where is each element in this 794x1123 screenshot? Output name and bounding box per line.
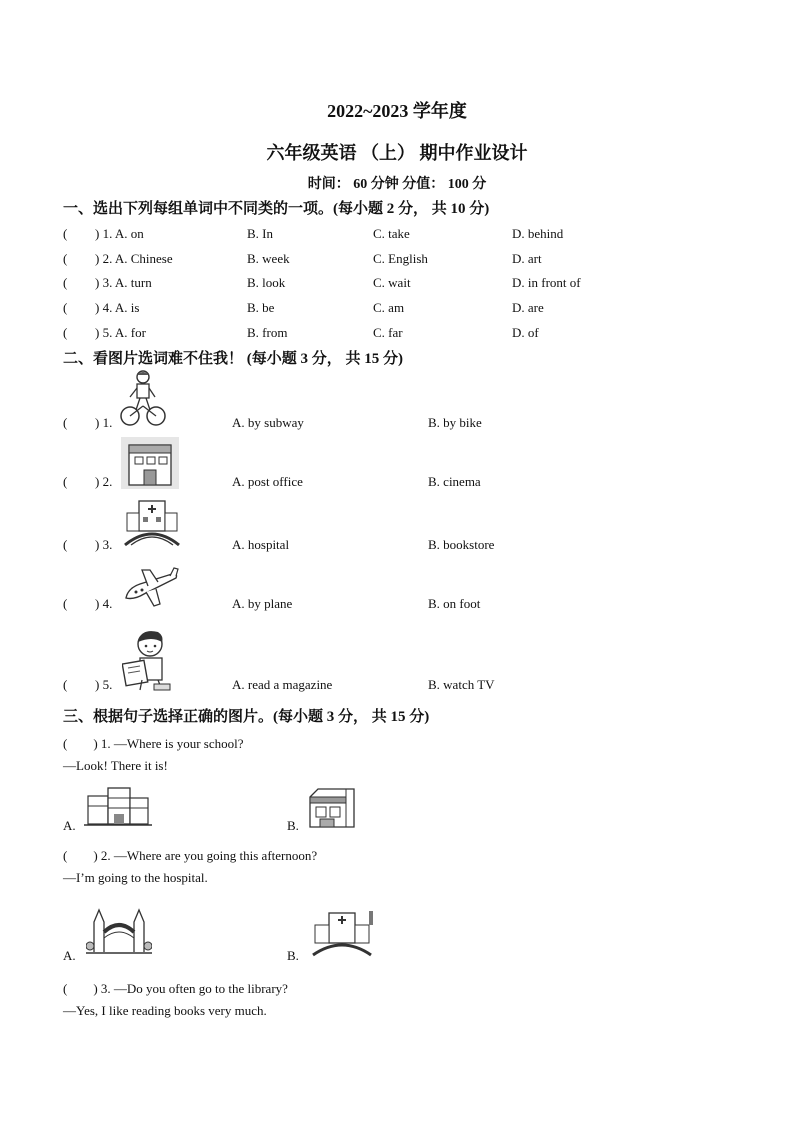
- question-number: ) 4.: [95, 596, 113, 611]
- question-number: ) 1.: [95, 415, 113, 430]
- answer-paren: (: [63, 415, 68, 430]
- question-number: ) 3.: [95, 537, 113, 552]
- answer-paren: (: [63, 251, 68, 266]
- answer-paren: (: [63, 300, 68, 315]
- option-d: D. are: [512, 300, 544, 315]
- option-d: D. of: [512, 325, 539, 340]
- answer-paren: (: [63, 474, 68, 489]
- answer-text: —I’m going to the hospital.: [63, 870, 208, 885]
- choice-a-label: A.: [63, 948, 76, 963]
- option-a: A. post office: [232, 474, 303, 489]
- option-d: D. art: [512, 251, 542, 266]
- choice-b-label: B.: [287, 818, 299, 833]
- question-text: ( ) 2. —Where are you going this afternoon?: [63, 848, 318, 863]
- option-b: B. be: [247, 300, 275, 315]
- option-c: C. wait: [373, 275, 411, 290]
- question-text: ( ) 3. —Do you often go to the library?: [63, 981, 288, 996]
- question-number: ) 5.: [95, 677, 113, 692]
- option-b: B. cinema: [428, 474, 481, 489]
- option-b: B. on foot: [428, 596, 481, 611]
- option-d: D. in front of: [512, 275, 581, 290]
- option-a: ) 4. A. is: [95, 300, 140, 315]
- question-number: ) 2.: [95, 474, 113, 489]
- option-a: A. by subway: [232, 415, 304, 430]
- section3-heading: 三、根据句子选择正确的图片。(每小题 3 分， 共 15 分): [63, 709, 430, 725]
- option-c: C. am: [373, 300, 405, 315]
- option-b: B. by bike: [428, 415, 482, 430]
- option-a: A. hospital: [232, 537, 290, 552]
- answer-paren: (: [63, 275, 68, 290]
- option-a: ) 5. A. for: [95, 325, 146, 340]
- option-a: ) 2. A. Chinese: [95, 251, 173, 266]
- option-b: B. look: [247, 275, 286, 290]
- question-text: ( ) 1. —Where is your school?: [63, 736, 244, 751]
- option-d: D. behind: [512, 226, 564, 241]
- option-b: B. In: [247, 226, 273, 241]
- boy-on-bike-picture: [120, 370, 166, 428]
- document-title: 六年级英语 （上） 期中作业设计: [266, 143, 528, 163]
- option-c: C. far: [373, 325, 403, 340]
- answer-text: —Look! There it is!: [63, 758, 168, 773]
- answer-paren: (: [63, 537, 68, 552]
- answer-paren: (: [63, 596, 68, 611]
- option-a: A. read a magazine: [232, 677, 333, 692]
- answer-paren: (: [63, 325, 68, 340]
- option-c: C. English: [373, 251, 428, 266]
- option-a: A. by plane: [232, 596, 293, 611]
- shop-building-picture: [306, 785, 358, 831]
- choice-b-label: B.: [287, 948, 299, 963]
- option-b: B. week: [247, 251, 290, 266]
- option-a: ) 3. A. turn: [95, 275, 152, 290]
- section2-heading: 二、看图片选词难不住我！ (每小题 3 分， 共 15 分): [63, 351, 403, 367]
- option-b: B. bookstore: [428, 537, 495, 552]
- option-b: B. from: [247, 325, 288, 340]
- park-gate-picture: [86, 902, 152, 956]
- answer-paren: (: [63, 226, 68, 241]
- hospital-choice-picture: [309, 907, 375, 957]
- plane-picture: [122, 566, 180, 610]
- document-year: 2022~2023 学年度: [327, 101, 467, 121]
- boy-reading-picture: [122, 628, 174, 692]
- hospital-picture: [121, 497, 183, 549]
- exam-info: 时间： 60 分钟 分值： 100 分: [307, 177, 487, 192]
- choice-a-label: A.: [63, 818, 76, 833]
- answer-text: —Yes, I like reading books very much.: [63, 1003, 267, 1018]
- building-picture: [121, 437, 179, 489]
- section1-heading: 一、选出下列每组单词中不同类的一项。(每小题 2 分， 共 10 分): [63, 201, 490, 217]
- option-a: ) 1. A. on: [95, 226, 144, 241]
- option-b: B. watch TV: [428, 677, 495, 692]
- answer-paren: (: [63, 677, 68, 692]
- option-c: C. take: [373, 226, 410, 241]
- school-picture: [84, 784, 152, 828]
